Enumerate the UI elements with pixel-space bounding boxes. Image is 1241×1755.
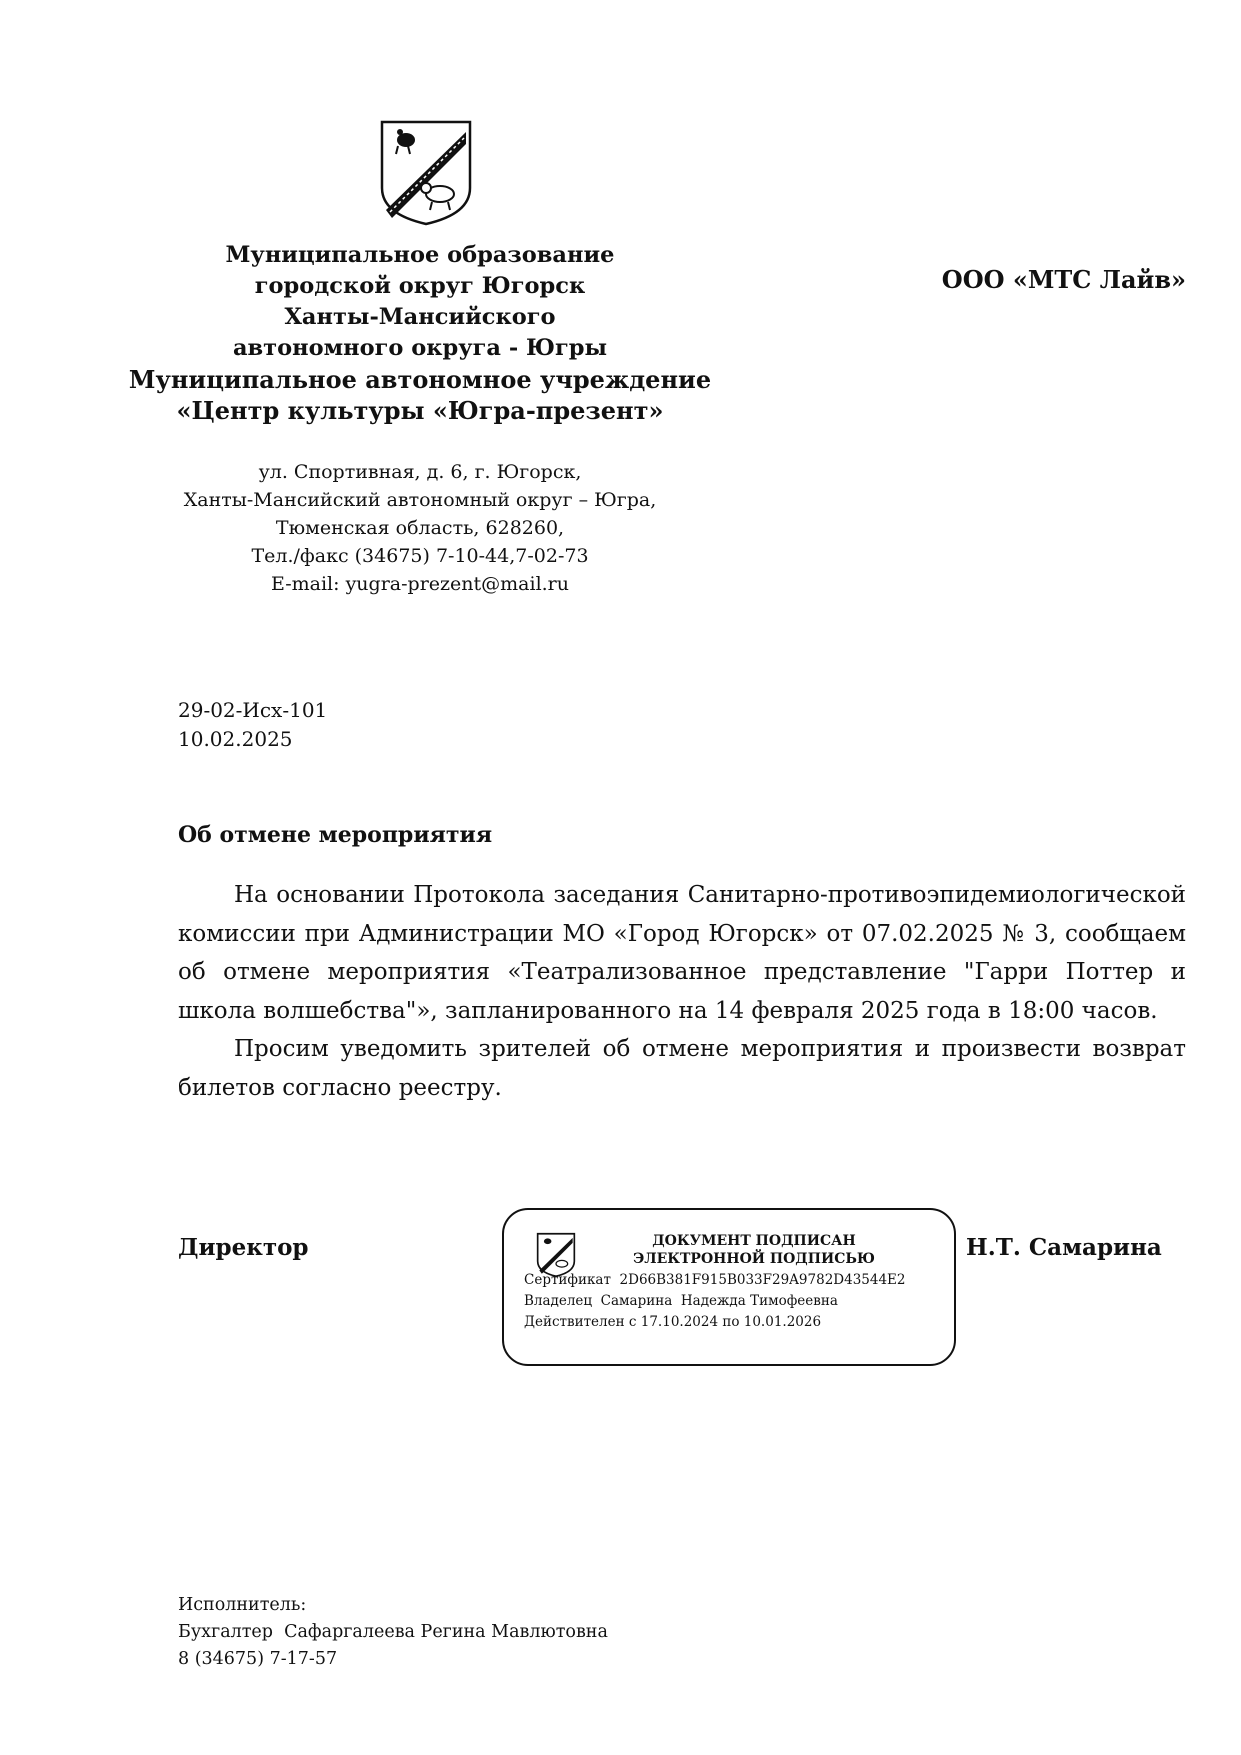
- executor-label: Исполнитель:: [178, 1595, 307, 1615]
- signatory-name: Н.Т. Самарина: [966, 1234, 1162, 1261]
- org-line: «Центр культуры «Югра-презент»: [176, 396, 664, 425]
- body-paragraph: На основании Протокола заседания Санитарно-противоэпидемиологической комиссии при Администрации МО «Город Югорск» от 07.02.2025 № 3, сообщаем об отмене мероприятия «Театрализованное представление "Гарри Поттер и школа волшебства"», запланированного на 14 февраля 2025 года в 18:00 часов.: [178, 882, 1186, 1024]
- stamp-details: [524, 1270, 906, 1333]
- organization-address: [120, 458, 720, 598]
- address-line: E-mail: yugra-prezent@mail.ru: [270, 573, 570, 595]
- body-paragraph: Просим уведомить зрителей об отмене мероприятия и произвести возврат билетов согласно реестру.: [178, 1036, 1186, 1101]
- org-line: автономного округа - Югры: [232, 335, 608, 361]
- electronic-signature-stamp: [502, 1208, 956, 1366]
- stamp-heading-line: ДОКУМЕНТ ПОДПИСАН: [652, 1233, 856, 1249]
- org-line: Муниципальное автономное учреждение: [128, 365, 712, 394]
- address-line: Тел./факс (34675) 7-10-44,7-02-73: [251, 545, 589, 567]
- reference-number: 29-02-Исх-101: [178, 698, 328, 722]
- organization-name: [120, 240, 720, 426]
- executor-info: [178, 1592, 608, 1673]
- org-line: городской округ Югорск: [254, 273, 586, 299]
- executor-phone: 8 (34675) 7-17-57: [178, 1649, 338, 1669]
- address-line: Тюменская область, 628260,: [275, 517, 565, 539]
- reference-date: 10.02.2025: [178, 727, 293, 751]
- address-line: Ханты-Мансийский автономный округ – Югра,: [183, 489, 657, 511]
- stamp-owner: Владелец Самарина Надежда Тимофеевна: [524, 1293, 838, 1309]
- stamp-validity: Действителен с 17.10.2024 по 10.01.2026: [524, 1314, 822, 1330]
- org-line: Ханты-Мансийского: [284, 304, 556, 330]
- stamp-heading: [614, 1232, 894, 1268]
- document-reference: [178, 696, 327, 754]
- stamp-heading-line: ЭЛЕКТРОННОЙ ПОДПИСЬЮ: [633, 1251, 875, 1267]
- executor-person: Бухгалтер Сафаргалеева Регина Мавлютовна: [178, 1622, 608, 1642]
- subject-line: Об отмене мероприятия: [178, 822, 493, 848]
- recipient: ООО «МТС Лайв»: [941, 265, 1186, 294]
- coat-of-arms-icon: [378, 118, 474, 228]
- address-line: ул. Спортивная, д. 6, г. Югорск,: [258, 461, 582, 483]
- stamp-certificate: Сертификат 2D66B381F915B033F29A9782D43544E2: [524, 1272, 906, 1288]
- letter-body: [178, 876, 1186, 1107]
- signatory-title: Директор: [178, 1234, 309, 1261]
- org-line: Муниципальное образование: [225, 242, 615, 268]
